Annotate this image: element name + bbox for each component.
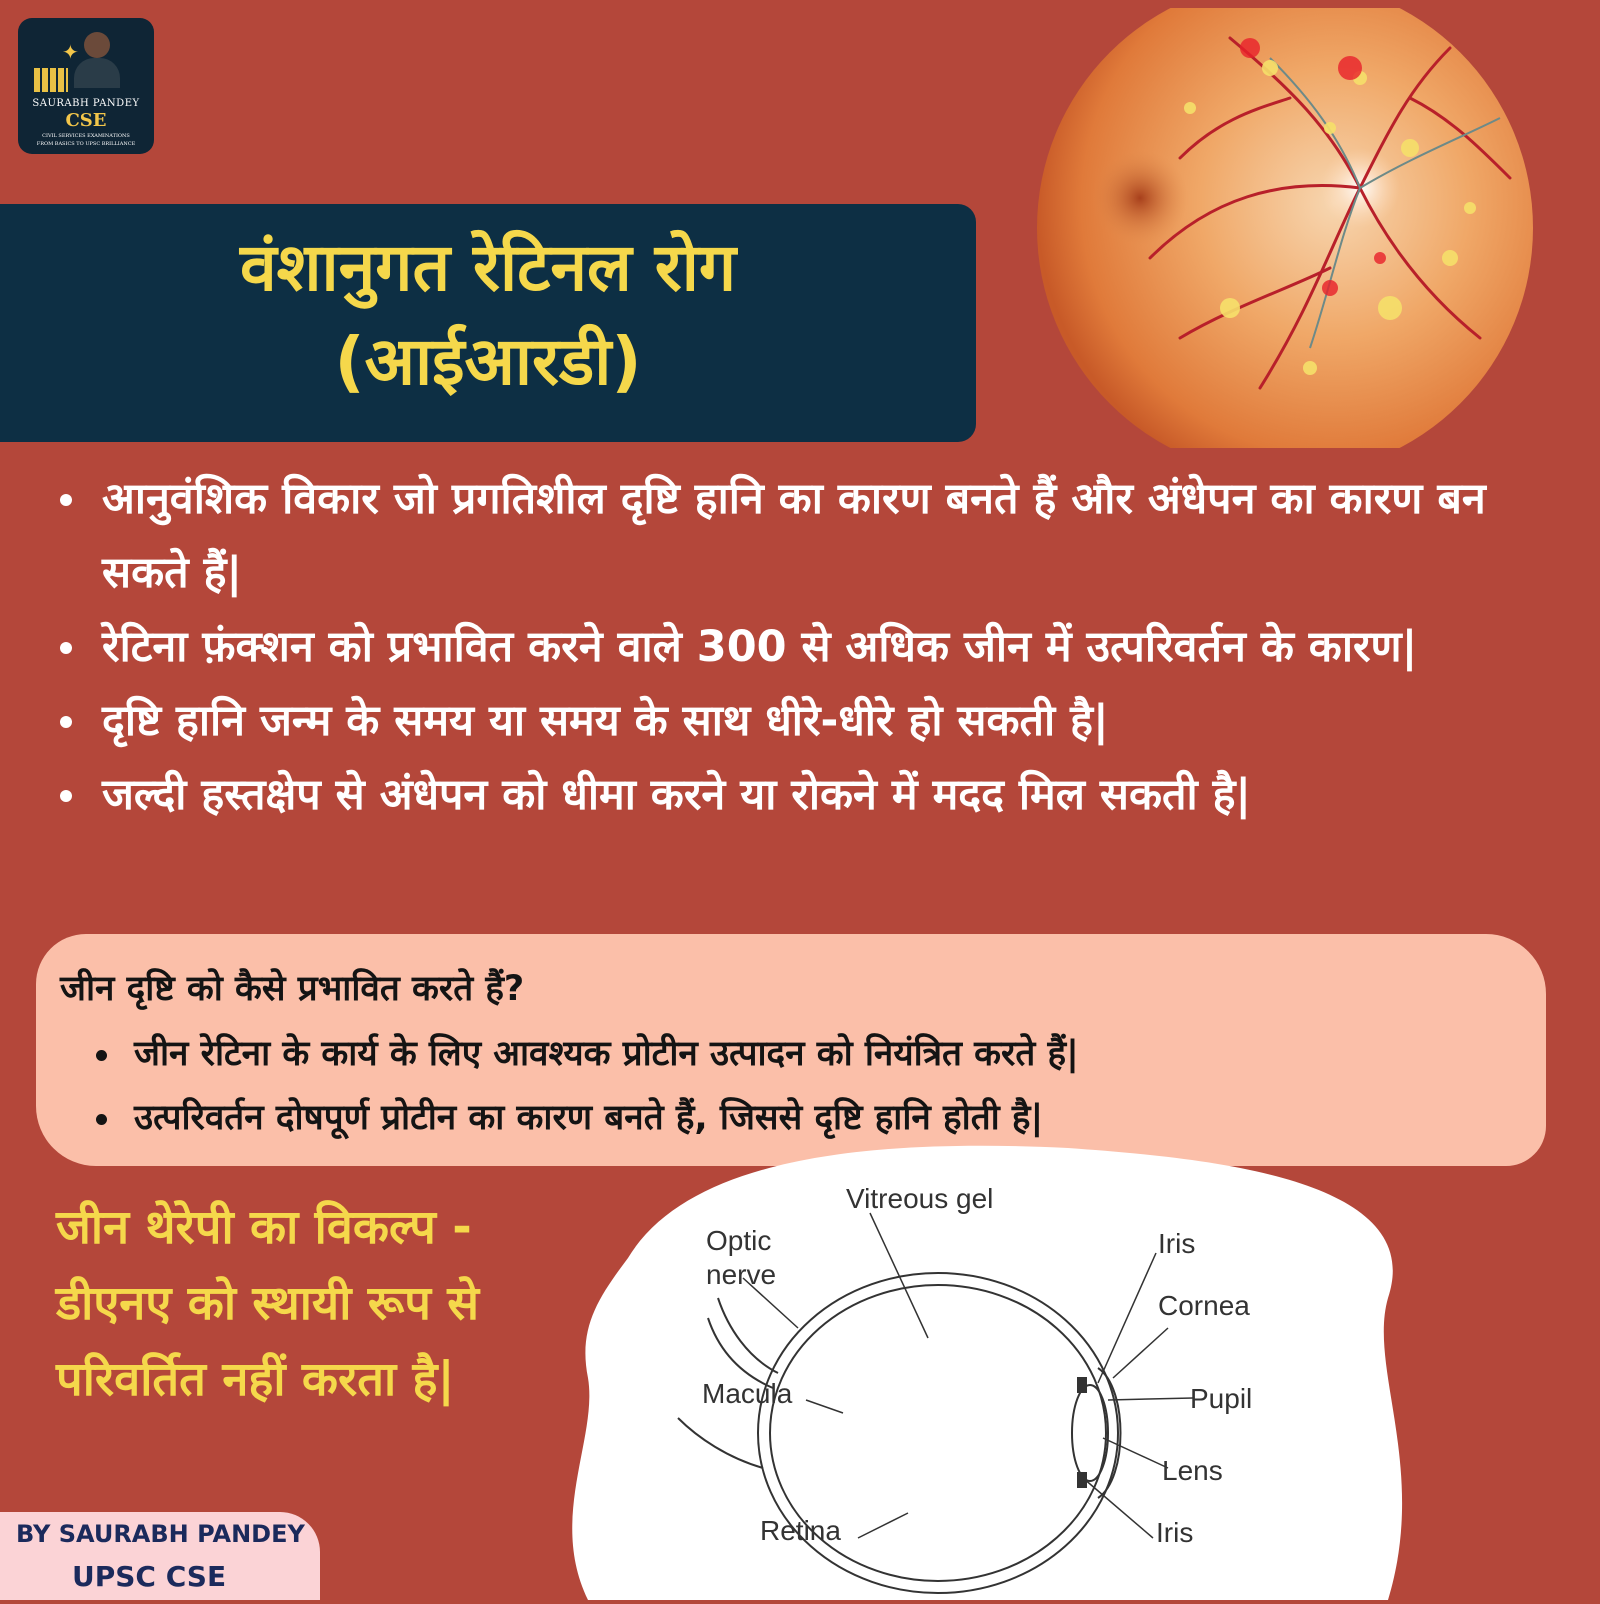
page-title: वंशानुगत रेटिनल रोग (239, 229, 736, 306)
eye-anatomy-diagram (568, 1138, 1428, 1600)
logo-cse: CSE (65, 110, 107, 131)
list-item: जल्दी हस्तक्षेप से अंधेपन को धीमा करने या रोकने में मदद मिल सकती है| (60, 758, 1580, 832)
channel-logo (18, 18, 154, 154)
author-footer (0, 1512, 320, 1600)
list-item: रेटिना फ़ंक्शन को प्रभावित करने वाले 300 से अधिक जीन में उत्परिवर्तन के कारण| (60, 610, 1580, 684)
logo-tagline-2: FROM BASICS TO UPSC BRILLIANCE (36, 141, 136, 147)
author-course: UPSC CSE (72, 1560, 227, 1593)
genes-info-box (36, 934, 1546, 1166)
page-subtitle: (आईआरडी) (334, 323, 642, 400)
list-item: दृष्टि हानि जन्म के समय या समय के साथ धीरे-धीरे हो सकती है| (60, 684, 1580, 758)
genes-point-list (96, 1022, 1516, 1150)
books-icon (34, 68, 68, 92)
lightbulb-icon: ✦ (62, 40, 79, 64)
label-retina: Retina (760, 1515, 841, 1546)
presenter-avatar (84, 32, 110, 58)
genes-question: जीन दृष्टि को कैसे प्रभावित करते हैं? (60, 969, 525, 1009)
retina-fundus-image (1030, 8, 1540, 448)
main-bullet-list (60, 462, 1580, 832)
presenter-body (74, 58, 120, 88)
logo-name: SAURABH PANDEY (32, 98, 140, 109)
title-banner (0, 204, 976, 442)
list-item: जीन रेटिना के कार्य के लिए आवश्यक प्रोटीन उत्पादन को नियंत्रित करते हैं| (96, 1022, 1516, 1086)
label-optic: Optic (706, 1225, 772, 1256)
label-cornea: Cornea (1158, 1290, 1250, 1321)
label-macula: Macula (702, 1378, 793, 1409)
gene-therapy-note: जीन थेरेपी का विकल्प - डीएनए को स्थायी रूप से परिवर्तित नहीं करता है| (56, 1200, 480, 1407)
label-vitreous-gel: Vitreous gel (846, 1183, 994, 1214)
logo-tagline-1: CIVIL SERVICES EXAMINATIONS (42, 133, 130, 139)
list-item: आनुवंशिक विकार जो प्रगतिशील दृष्टि हानि का कारण बनते हैं और अंधेपन का कारण बन सकते हैं| (60, 462, 1580, 610)
author-name: BY SAURABH PANDEY (16, 1520, 305, 1548)
label-pupil: Pupil (1190, 1383, 1253, 1414)
label-iris-bottom: Iris (1156, 1517, 1194, 1548)
label-iris-top: Iris (1158, 1228, 1196, 1259)
label-nerve: nerve (706, 1259, 777, 1290)
list-item: उत्परिवर्तन दोषपूर्ण प्रोटीन का कारण बनते हैं, जिससे दृष्टि हानि होती है| (96, 1086, 1516, 1150)
label-lens: Lens (1162, 1455, 1223, 1486)
